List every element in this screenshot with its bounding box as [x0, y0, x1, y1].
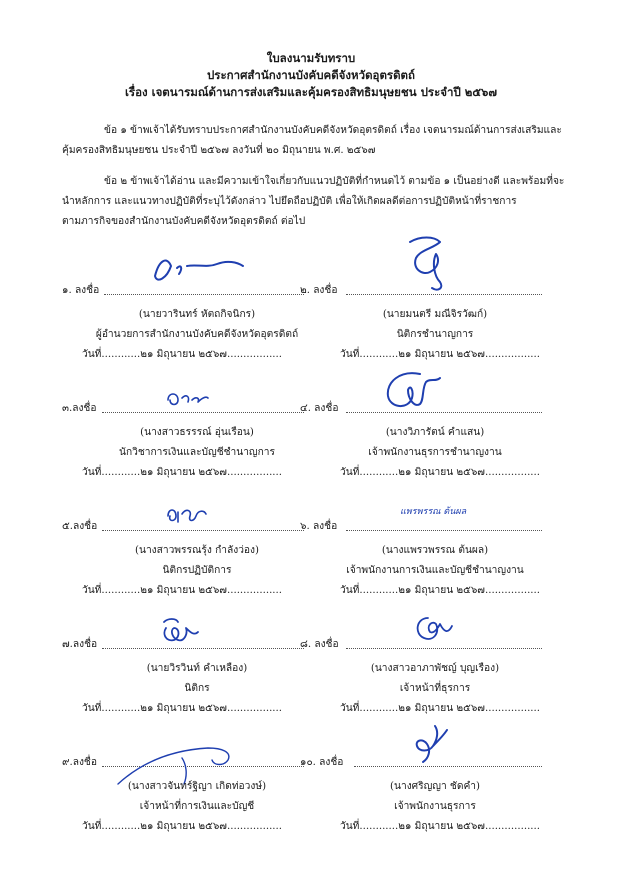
signature-block-10: [300, 754, 570, 879]
signature-block-7: [62, 636, 332, 761]
handwritten-signature-8: [410, 612, 460, 644]
handwritten-signature-2: [400, 232, 460, 294]
signing-date: วันที่............๒๑ มิถุนายน ๒๕๖๗.................: [340, 703, 541, 714]
signatory-name: (นางสาวอาภาพัชญ์ บุญเรือง): [370, 663, 500, 674]
signing-date: วันที่............๒๑ มิถุนายน ๒๕๖๗.................: [82, 349, 283, 360]
handwritten-signature-6: แพรพรรณ ต้นผล: [400, 507, 467, 517]
signature-label: ๓.ลงชื่อ: [62, 403, 97, 414]
signatory-position: เจ้าหน้าที่การเงินและบัญชี: [139, 801, 255, 812]
signature-line: [102, 412, 304, 413]
signature-line: [102, 648, 304, 649]
signing-date: วันที่............๒๑ มิถุนายน ๒๕๖๗.................: [340, 585, 541, 596]
signatory-name: (นายมนตรี มณีจิรวัฒก์): [382, 309, 488, 320]
signature-label: ๑๐. ลงชื่อ: [300, 757, 344, 768]
signatory-name: (นางสาวธรรรณ์ อุ่นเรือน): [140, 427, 254, 438]
signatory-position: เจ้าพนักงานการเงินและบัญชีชำนาญงาน: [346, 565, 524, 576]
signing-date: วันที่............๒๑ มิถุนายน ๒๕๖๗.................: [340, 467, 541, 478]
signature-label: ๙.ลงชื่อ: [62, 757, 97, 768]
signatory-position: นิติกรปฏิบัติการ: [162, 565, 232, 576]
handwritten-signature-5: [162, 502, 212, 528]
signatory-position: เจ้าพนักงานธุรการชำนาญงาน: [368, 447, 502, 458]
signatory-name: (นางศริญญา ชัดคำ): [390, 781, 480, 792]
header-title: ใบลงนามรับทราบ: [266, 51, 356, 65]
signatory-position: นักวิชาการเงินและบัญชีชำนาญการ: [119, 447, 275, 458]
handwritten-signature-7: [154, 614, 204, 648]
signatory-name: (นายวารินทร์ หัตถกิจนิกร): [138, 309, 256, 320]
signature-label: ๗.ลงชื่อ: [62, 639, 98, 650]
signatory-position: เจ้าพนักงานธุรการ: [394, 801, 476, 812]
signatory-position: นิติกร: [184, 683, 210, 694]
paragraph-1: [62, 121, 582, 161]
signing-date: วันที่............๒๑ มิถุนายน ๒๕๖๗.................: [82, 585, 283, 596]
signatory-name: (นางวิภารัตน์ คำแสน): [385, 427, 485, 438]
signatory-name: (นางสาวพรรณรุ้ง กำลังว่อง): [135, 545, 259, 556]
handwritten-signature-3: [162, 388, 212, 410]
signature-label: ๑. ลงชื่อ: [62, 285, 100, 296]
signature-line: [346, 648, 542, 649]
signing-date: วันที่............๒๑ มิถุนายน ๒๕๖๗.................: [340, 349, 541, 360]
signing-date: วันที่............๒๑ มิถุนายน ๒๕๖๗.................: [82, 467, 283, 478]
paragraph-2: [62, 172, 582, 232]
signature-label: ๖. ลงชื่อ: [300, 521, 338, 532]
header-subject: เรื่อง เจตนารมณ์ด้านการส่งเสริมและคุ้มครองสิทธิมนุษยชน ประจำปี ๒๕๖๗: [125, 85, 497, 99]
signature-line: [346, 530, 542, 531]
signature-label: ๘. ลงชื่อ: [300, 639, 339, 650]
paragraph-2-line-3: ตามภารกิจของสำนักงานบังคับคดีจังหวัดอุตรดิตถ์ ต่อไป: [62, 216, 306, 227]
signature-label: ๔. ลงชื่อ: [300, 403, 339, 414]
paragraph-1-line-1: ข้อ ๑ ข้าพเจ้าได้รับทราบประกาศสำนักงานบังคับคดีจังหวัดอุตรดิตถ์ เรื่อง เจตนารมณ์ด้านการส่งเสริมและ: [104, 125, 562, 136]
signature-block-9: [62, 754, 332, 879]
signature-line: [354, 766, 542, 767]
handwritten-signature-1: [147, 246, 247, 296]
signatory-name: (นางแพรวพรรณ ต้นผล): [381, 545, 489, 556]
signature-label: ๒. ลงชื่อ: [300, 285, 338, 296]
header-announcement: ประกาศสำนักงานบังคับคดีจังหวัดอุตรดิตถ์: [207, 68, 415, 82]
signing-date: วันที่............๒๑ มิถุนายน ๒๕๖๗.................: [82, 703, 283, 714]
signature-line: [102, 530, 304, 531]
paragraph-1-line-2: คุ้มครองสิทธิมนุษยชน ประจำปี ๒๕๖๗ ลงวันที่ ๒๐ มิถุนายน พ.ศ. ๒๕๖๗: [62, 145, 376, 156]
handwritten-signature-10: [405, 722, 455, 766]
signatory-position: ผู้อำนวยการสำนักงานบังคับคดีจังหวัดอุตรดิตถ์: [95, 329, 299, 340]
signatory-name: (นายวิรวินท์ คำเหลือง): [146, 663, 248, 674]
signatory-position: นิติกรชำนาญการ: [396, 329, 474, 340]
handwritten-signature-4: [380, 368, 450, 414]
signature-label: ๕.ลงชื่อ: [62, 521, 98, 532]
signing-date: วันที่............๒๑ มิถุนายน ๒๕๖๗.................: [340, 821, 541, 832]
paragraph-2-line-2: นำหลักการ และแนวทางปฏิบัติที่ระบุไว้ดังกล่าว ไปยึดถือปฏิบัติ เพื่อให้เกิดผลดีต่อการปฏิบัติหน้าที่ราชการ: [62, 196, 517, 207]
signatory-position: เจ้าหน้าที่ธุรการ: [399, 683, 471, 694]
signature-line: [346, 294, 542, 295]
paragraph-2-line-1: ข้อ ๒ ข้าพเจ้าได้อ่าน และมีความเข้าใจเกี่ยวกับแนวปฏิบัติที่กำหนดไว้ ตามข้อ ๑ เป็นอย่างดี และพร้อมที่จะ: [104, 176, 565, 187]
signatory-name: (นางสาวจันทร์ฐิญา เกิดท่อวงษ์): [127, 781, 267, 792]
signing-date: วันที่............๒๑ มิถุนายน ๒๕๖๗.................: [82, 821, 283, 832]
